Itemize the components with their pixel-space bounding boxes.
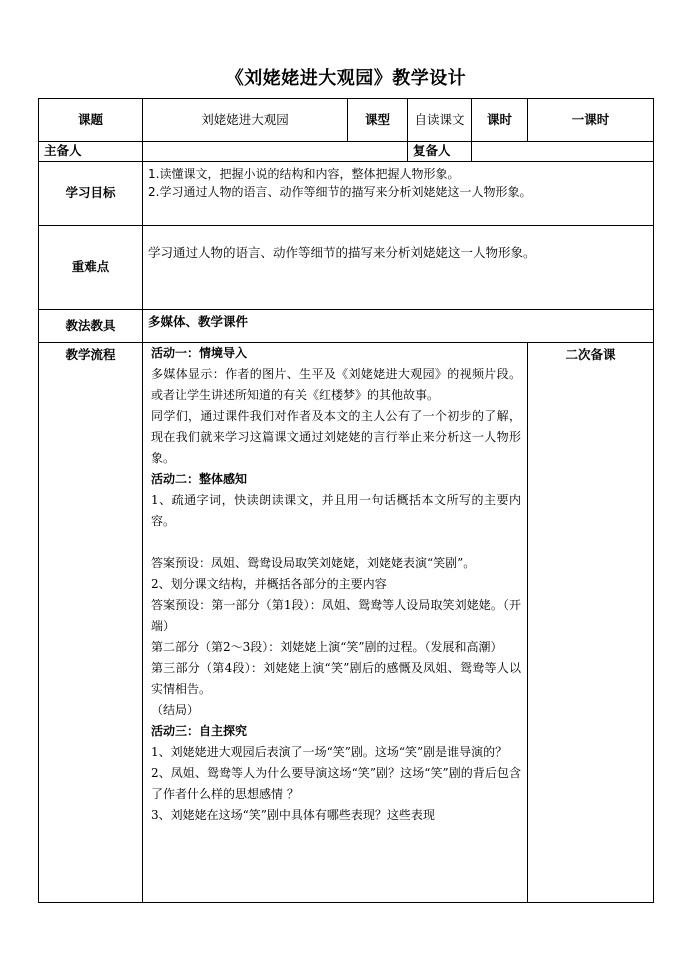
period-label: 课时	[472, 99, 528, 142]
main-preparer-label: 主备人	[39, 142, 143, 162]
flow-paragraph: 第三部分（第4段）：刘姥姥上演“笑”剧后的感慨及凤姐、鸳鸯等人以实情相告。	[151, 661, 521, 696]
flow-paragraph: 多媒体显示：作者的图片、生平及《刘姥姥进大观园》的视频片段。或者让学生讲述所知道的有关《红楼梦》的其他故事。	[151, 367, 521, 402]
flow-paragraph: 2、划分课文结构，并概括各部分的主要内容	[151, 577, 387, 591]
flow-content	[143, 343, 528, 903]
flow-paragraph: 同学们，通过课件我们对作者及本文的主人公有了一个初步的了解，现在我们就来学习这篇课文通过刘姥姥的言行举止来分析这一人物形象。	[151, 409, 521, 465]
type-label: 课型	[348, 99, 408, 142]
flow-paragraph: 1、疏通字词，快读朗读课文，并且用一句话概括本文所写的主要内容。	[151, 493, 521, 528]
topic-value: 刘姥姥进大观园	[143, 99, 348, 142]
difficulty-content: 学习通过人物的语言、动作等细节的描写来分析刘姥姥这一人物形象。	[143, 226, 654, 310]
flow-paragraph: 第二部分（第2～3段）：刘姥姥上演“笑”剧的过程。（发展和高潮）	[151, 640, 503, 654]
flow-paragraph: （结局）	[151, 703, 200, 717]
goal-item-1: 1.读懂课文，把握小说的结构和内容，整体把握人物形象。	[148, 167, 460, 181]
tools-content: 多媒体、教学课件	[143, 310, 654, 343]
flow-paragraph: 答案预设：凤姐、鸳鸯设局取笑刘姥姥，刘姥姥表演“笑剧”。	[151, 556, 476, 570]
goals-label: 学习目标	[39, 162, 143, 226]
row-difficulty	[39, 226, 654, 310]
lesson-plan-table	[38, 98, 654, 903]
row-tools	[39, 310, 654, 343]
row-topic	[39, 99, 654, 142]
type-value: 自读课文	[408, 99, 472, 142]
main-preparer-value	[143, 142, 408, 162]
blank-line	[151, 532, 521, 553]
second-prep-label: 二次备课	[528, 343, 654, 903]
goal-item-2: 2.学习通过人物的语言、动作等细节的描写来分析刘姥姥这一人物形象。	[148, 185, 532, 199]
row-goals	[39, 162, 654, 226]
co-preparer-value	[472, 142, 654, 162]
co-preparer-label: 复备人	[408, 142, 472, 162]
flow-paragraph: 答案预设：第一部分（第1段）：凤姐、鸳鸯等人设局取笑刘姥姥。（开端）	[151, 598, 521, 633]
difficulty-label: 重难点	[39, 226, 143, 310]
goals-content	[143, 162, 654, 226]
flow-paragraph: 3、刘姥姥在这场“笑”剧中具体有哪些表现？这些表现	[151, 808, 435, 822]
row-flow	[39, 343, 654, 903]
topic-label: 课题	[39, 99, 143, 142]
activity-heading: 活动一：情境导入	[151, 346, 248, 360]
flow-paragraph: 2、凤姐、鸳鸯等人为什么要导演这场“笑”剧？这场“笑”剧的背后包含了作者什么样的思想感情 ？	[151, 766, 521, 801]
activity-heading: 活动三：自主探究	[151, 724, 248, 738]
activity-heading: 活动二：整体感知	[151, 472, 248, 486]
period-value: 一课时	[528, 99, 654, 142]
row-preparers	[39, 142, 654, 162]
page-title: 《刘姥姥进大观园》教学设计	[225, 68, 467, 89]
flow-paragraph: 1、刘姥姥进大观园后表演了一场“笑”剧。这场“笑”剧是谁导演的？	[151, 745, 508, 759]
flow-label: 教学流程	[39, 343, 143, 903]
tools-label: 教法教具	[39, 310, 143, 343]
